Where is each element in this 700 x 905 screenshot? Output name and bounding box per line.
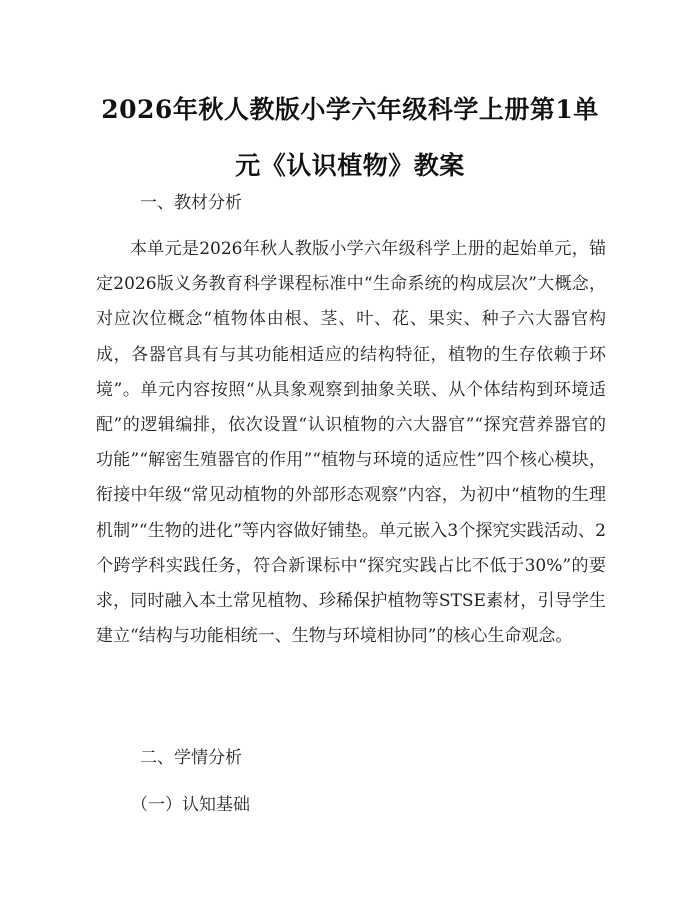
subsection-heading-cognitive-basis: （一）认知基础: [131, 795, 250, 815]
paragraph-textbook-analysis: 本单元是2026年秋人教版小学六年级科学上册的起始单元，锚定2026版义务教育科学课程标准中“生命系统的构成层次”大概念，对应次位概念“植物体由根、茎、叶、花、果实、种子六大器官构成，各器官具有与其功能相适应的结构特征，植物的生存依赖于环境”。单元内容按照“从具象观察到抽象关联、从个体结构到环境适配”的逻辑编排，依次设置“认识植物的六大器官”“探究营养器官的功能”“解密生殖器官的作用”“植物与环境的适应性”四个核心模块，衔接中年级“常见动植物的外部形态观察”内容，为初中“植物的生理机制”“生物的进化”等内容做好铺垫。单元嵌入3个探究实践活动、2个跨学科实践任务，符合新课标中“探究实践占比不低于30%”的要求，同时融入本土常见植物、珍稀保护植物等STSE素材，引导学生建立“结构与功能相统一、生物与环境相协同”的核心生命观念。: [96, 239, 606, 647]
document-title: 2026年秋人教版小学六年级科学上册第1单元《认识植物》教案: [101, 95, 599, 180]
section-heading-textbook-analysis: 一、教材分析: [140, 193, 242, 213]
section-heading-learner-analysis: 二、学情分析: [140, 748, 242, 768]
